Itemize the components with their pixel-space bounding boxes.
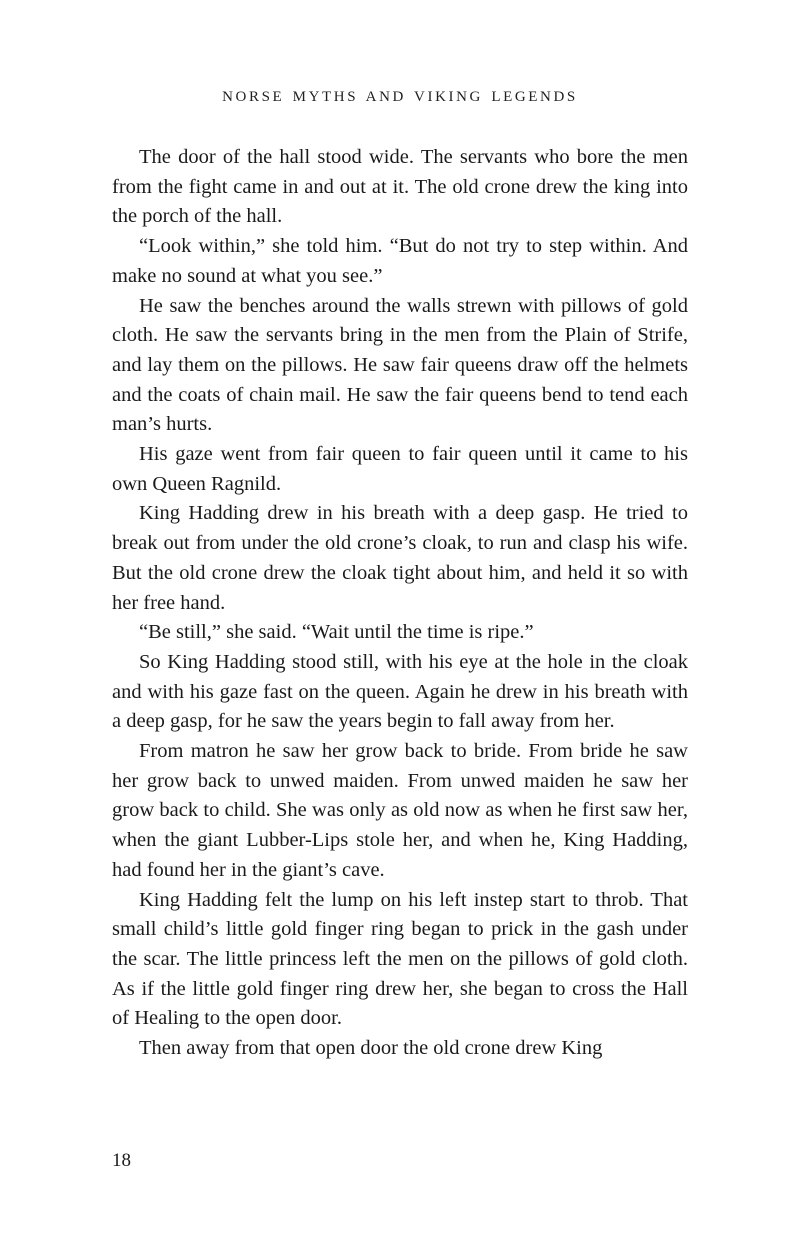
page-number: 18 bbox=[112, 1150, 131, 1171]
paragraph-7: So King Hadding stood still, with his eye at the hole in the cloak and with his gaze fast on the queen. Again he drew in his breath with a deep gasp, for he saw the years begin to fall away from her. bbox=[112, 650, 688, 733]
paragraph-4: His gaze went from fair queen to fair queen until it came to his own Queen Ragnild. bbox=[112, 443, 688, 495]
paragraph-8: From matron he saw her grow back to bride. From bride he saw her grow back to unwed maiden. From unwed maiden he saw her grow back to child. She was only as old now as when he first saw her, when the giant Lubber-Lips stole her, and when he, King Hadding, had found her in the giant’s cave. bbox=[112, 740, 688, 881]
body-text bbox=[112, 143, 688, 1064]
paragraph-1: The door of the hall stood wide. The servants who bore the men from the fight came in and out at it. The old crone drew the king into the porch of the hall. bbox=[112, 146, 688, 228]
paragraph-5: King Hadding drew in his breath with a deep gasp. He tried to break out from under the old crone’s cloak, to run and clasp his wife. But the old crone drew the cloak tight about him, and held it so with her free hand. bbox=[112, 502, 688, 614]
paragraph-6: “Be still,” she said. “Wait until the time is ripe.” bbox=[139, 621, 534, 644]
paragraph-10: Then away from that open door the old crone drew King bbox=[139, 1037, 603, 1060]
paragraph-2: “Look within,” she told him. “But do not try to step within. And make no sound at what you see.” bbox=[112, 235, 688, 287]
paragraph-9: King Hadding felt the lump on his left instep start to throb. That small child’s little gold finger ring began to prick in the gash under the scar. The little princess left the men on the pillows of gold cloth. As if the little gold finger ring drew her, she began to cross the Hall of Healing to the open door. bbox=[112, 888, 688, 1030]
paragraph-3: He saw the benches around the walls strewn with pillows of gold cloth. He saw the servants bring in the men from the Plain of Strife, and lay them on the pillows. He saw fair queens draw off the helmets and the coats of chain mail. He saw the fair queens bend to tend each man’s hurts. bbox=[112, 294, 688, 436]
running-header: NORSE MYTHS AND VIKING LEGENDS bbox=[222, 89, 578, 105]
